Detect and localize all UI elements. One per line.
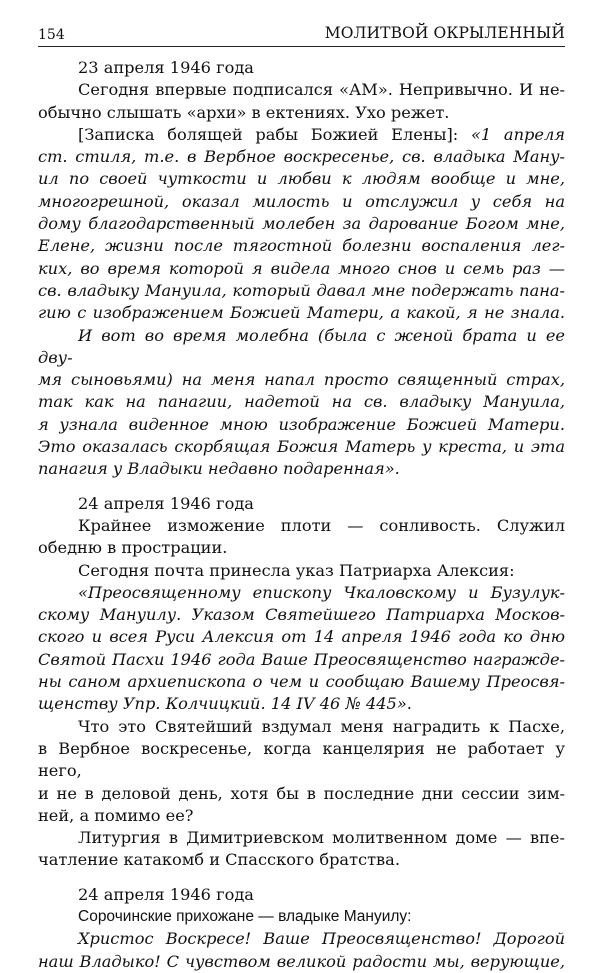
paragraph xyxy=(38,515,565,560)
page-body xyxy=(38,57,565,973)
text-line: Сегодня впервые подписался «АМ». Непривычно. И не- xyxy=(78,80,565,100)
text-line: Святой Пасхи 1946 года Ваше Преосвященство награжде- xyxy=(38,649,565,669)
running-title: МОЛИТВОЙ ОКРЫЛЕННЫЙ xyxy=(324,24,565,42)
text-line: Что это Святейший вздумал меня наградить к Пасхе, xyxy=(78,716,565,736)
text-line: Это оказалась скорбящая Божия Матерь у креста, и эта xyxy=(38,437,565,457)
paragraph xyxy=(38,79,565,124)
quote-text: «1 апреля xyxy=(471,124,565,144)
text-line: щенству Упр. Колчицкий. 14 IV 46 № 445». xyxy=(38,694,412,714)
text-line: мя сыновьями) на меня напал просто священный страх, xyxy=(38,370,565,390)
text-line: обычно слышать «архи» в ектениях. Ухо режет. xyxy=(38,102,450,122)
page-number: 154 xyxy=(38,27,65,43)
text-line: в Вербное воскресенье, когда канцелярия не работает у него, xyxy=(38,738,565,781)
text-line: Крайнее изможение плоти — сонливость. Служил xyxy=(78,515,565,535)
text-line: ких, во время которой я видела много снов и семь раз — xyxy=(38,258,565,278)
paragraph xyxy=(38,906,565,928)
text-line: «Преосвященному епископу Чкаловскому и Бузулук- xyxy=(78,582,565,602)
text-line: обедню в прострации. xyxy=(38,538,228,558)
text-line: ского и всея Руси Алексия от 14 апреля 1946 года ко дню xyxy=(38,627,565,647)
diary-entry xyxy=(38,57,565,481)
text-line: гию с изображением Божией Матери, а какой, я не знала. xyxy=(38,303,565,323)
entry-spacer xyxy=(38,872,565,884)
text-line: скому Мануилу. Указом Святейшего Патриарха Москов- xyxy=(38,605,565,625)
text-line: Сорочинские прихожане — владыке Мануилу: xyxy=(78,907,412,925)
entry-date: 24 апреля 1946 года xyxy=(78,884,254,904)
text-line: И вот во время молебна (была с женой брата и ее дву- xyxy=(38,325,565,367)
text-line: ней, а помимо ее? xyxy=(38,805,194,825)
paragraph xyxy=(38,560,565,582)
note-prefix: [Записка болящей рабы Божией Елены]: xyxy=(78,124,471,144)
diary-entry xyxy=(38,493,565,872)
text-line: Сегодня почта принесла указ Патриарха Алексия: xyxy=(78,560,515,580)
text-line: так как на панагии, надетой на св. владыку Мануила, xyxy=(38,392,565,412)
text-line: наш Владыко! С чувством великой радости мы, верующие, xyxy=(38,951,565,971)
text-line: ст. стиля, т.е. в Вербное воскресенье, св. владыка Ману- xyxy=(38,147,565,167)
paragraph xyxy=(38,716,565,827)
text-line: панагия у Владыки недавно подаренная». xyxy=(38,459,400,479)
text-line: ил по своей чуткости и любви к людям вообще и мне, xyxy=(38,169,565,189)
text-line xyxy=(38,124,565,146)
text-line: св. владыку Мануила, который давал мне подержать пана- xyxy=(38,280,565,300)
text-line: Литургия в Димитриевском молитвенном доме — впе- xyxy=(78,828,565,848)
paragraph xyxy=(38,124,565,325)
text-line: Христос Воскресе! Ваше Преосвященство! Дорогой xyxy=(78,929,565,949)
text-line: я узнала виденное мною изображение Божией Матери. xyxy=(38,414,565,434)
entry-date: 24 апреля 1946 года xyxy=(78,493,254,513)
diary-entry xyxy=(38,884,565,973)
letter-quote xyxy=(38,928,565,973)
text-line: ны саном архиепископа о чем и сообщаю Вашему Преосвя- xyxy=(38,672,565,692)
text-line: и не в деловой день, хотя бы в последние дни сессии зим- xyxy=(38,783,565,803)
text-line: Елене, жизни после тягостной болезни воспаления лег- xyxy=(38,236,565,256)
entry-date: 23 апреля 1946 года xyxy=(78,58,254,77)
paragraph xyxy=(38,325,565,481)
text-line: дому благодарственный молебен за дарование Богом мне, xyxy=(38,214,565,234)
entry-spacer xyxy=(38,481,565,493)
page-header xyxy=(38,22,565,47)
paragraph xyxy=(38,827,565,872)
text-line: многогрешной, оказал милость и отслужил у себя на xyxy=(38,191,565,211)
decree-quote xyxy=(38,582,565,716)
text-line: чатление катакомб и Спасского братства. xyxy=(38,850,400,870)
